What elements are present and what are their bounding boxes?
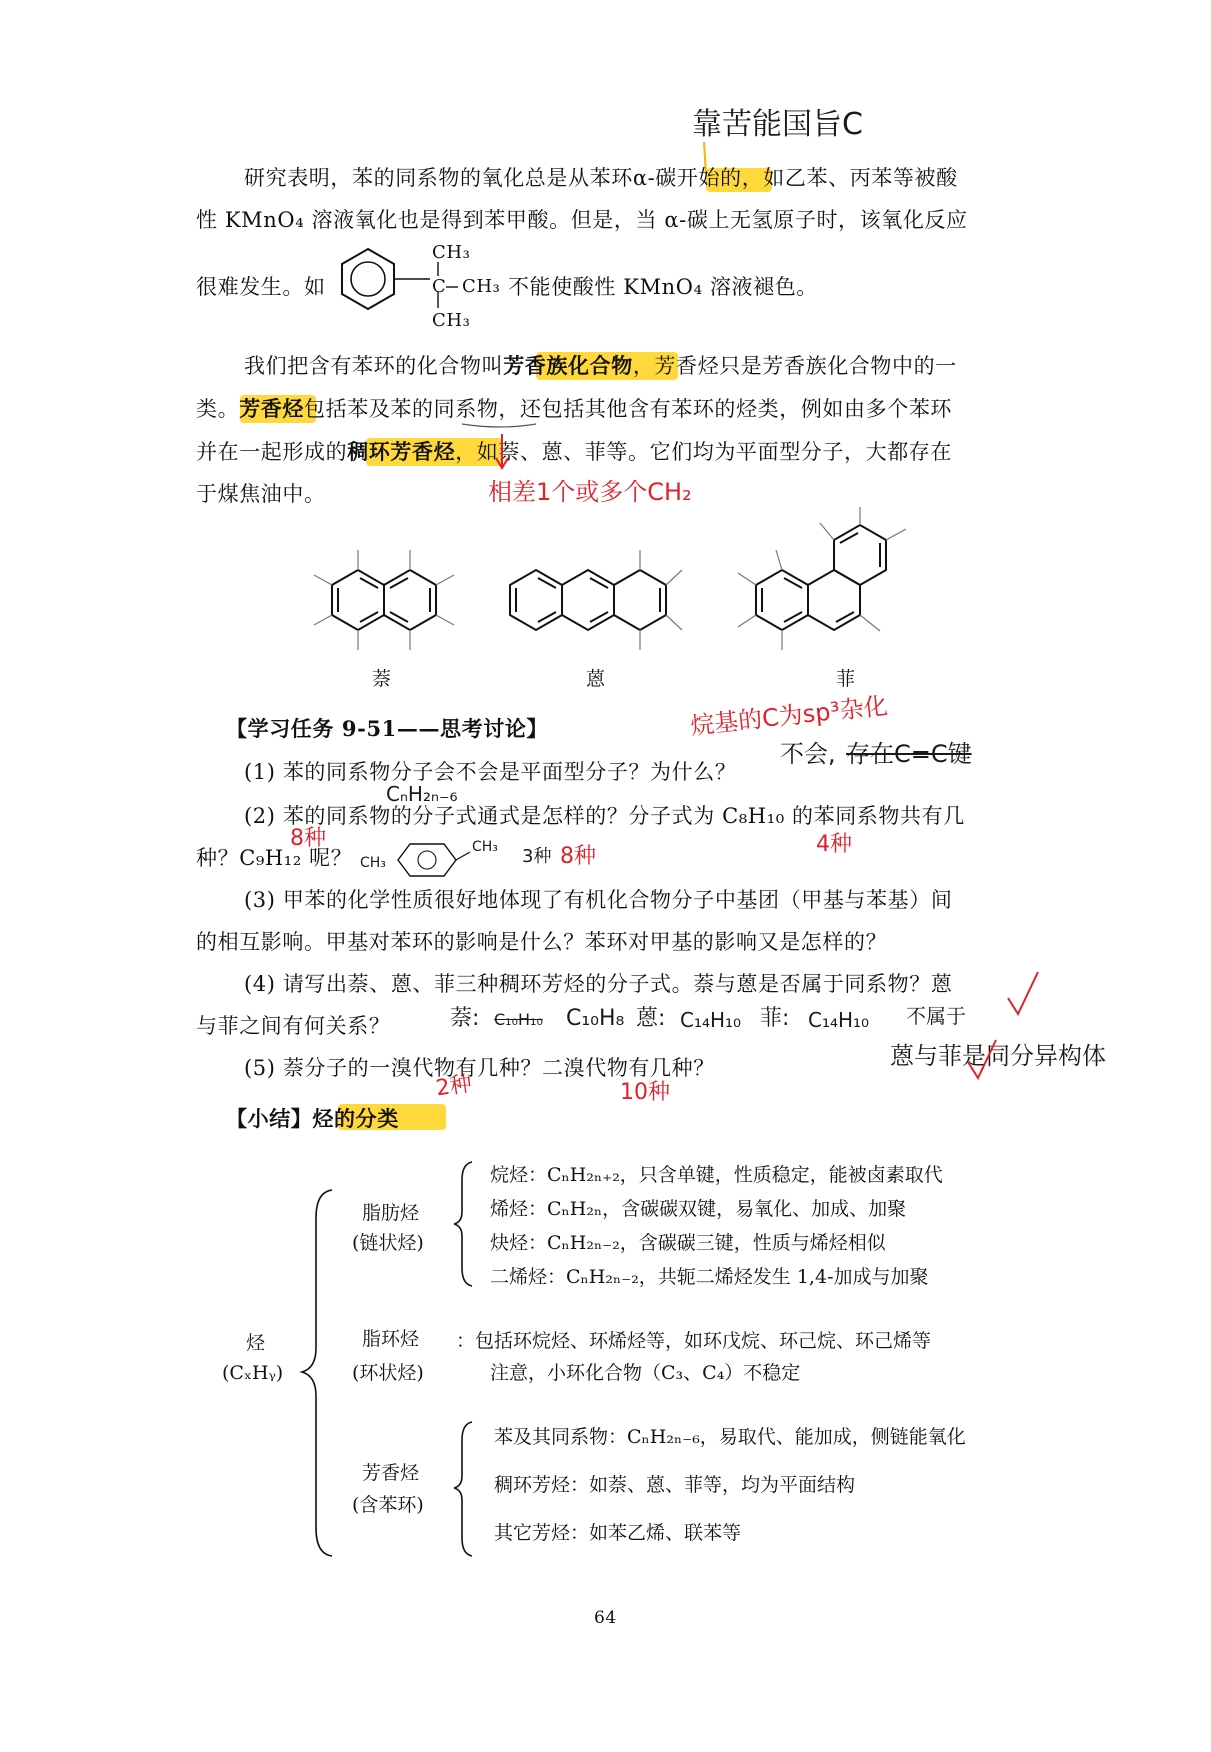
task-question-3a: (3) 甲苯的化学性质很好地体现了有机化合物分子中基团（甲基与苯基）间 — [244, 888, 953, 912]
handwritten-struck-note: 存在C=C键 — [846, 740, 972, 768]
handwritten-count-4: 4种 — [816, 832, 852, 857]
aliphatic-brace — [450, 1160, 480, 1290]
handwritten-naph-formula: C₁₀H₈ — [566, 1006, 625, 1031]
handwritten-phen-formula: C₁₄H₁₀ — [808, 1008, 870, 1032]
summary-heading: 【小结】烃的分类 — [226, 1106, 399, 1131]
handwritten-note-top: 靠苦能国旨C — [692, 107, 863, 142]
task-question-3b: 的相互影响。甲基对苯环的影响是什么？苯环对甲基的影响又是怎样的？ — [196, 930, 888, 954]
tree-root-formula: (CₓHᵧ) — [222, 1362, 284, 1384]
handwritten-mono-count: 2种 — [434, 1071, 474, 1102]
task-question-2b: 种？C₉H₁₂ 呢？ — [196, 846, 353, 870]
paragraph1-line3b: 不能使酸性 KMnO₄ 溶液褪色。 — [508, 275, 818, 299]
task-question-4a: (4) 请写出萘、蒽、菲三种稠环芳烃的分子式。萘与蒽是否属于同系物？蒽 — [244, 972, 953, 996]
molecule-bottom-ch3: CH₃ — [432, 310, 471, 331]
tree-alicyclic-desc2: 注意，小环化合物（C₃、C₄）不稳定 — [490, 1362, 801, 1384]
tree-root: 烃 — [246, 1332, 266, 1354]
handwritten-di-count: 10种 — [620, 1080, 670, 1105]
tree-alkene: 烯烃：CₙH₂ₙ，含碳碳双键，易氧化、加成、加聚 — [490, 1198, 907, 1220]
tree-alicyclic: 脂环烃 — [362, 1328, 420, 1350]
task-title: 【学习任务 9-51——思考讨论】 — [226, 716, 549, 741]
caption-phenanthrene: 菲 — [836, 668, 856, 690]
handwritten-phen-label: 菲: — [760, 1006, 790, 1031]
naphthalene-structure — [306, 540, 476, 665]
sketch-xylene-ring — [392, 840, 472, 880]
underline-homologs — [460, 420, 540, 432]
tree-fused: 稠环芳烃：如萘、蒽、菲等，均为平面结构 — [494, 1474, 856, 1496]
handwritten-no-note: 不会, — [780, 740, 836, 768]
aromatic-brace — [450, 1420, 480, 1560]
task-question-2a: (2) 苯的同系物的分子式通式是怎样的？分子式为 C₈H₁₀ 的苯同系物共有几 — [244, 804, 965, 828]
tree-aromatic: 芳香烃 — [362, 1462, 420, 1484]
page-number: 64 — [594, 1608, 617, 1628]
tree-alkyne: 炔烃：CₙH₂ₙ₋₂，含碳碳三键，性质与烯烃相似 — [490, 1232, 886, 1254]
term-aromatic-hydrocarbons: 芳香烃 — [239, 396, 305, 421]
handwritten-anth-formula: C₁₄H₁₀ — [680, 1008, 742, 1032]
tree-aliphatic: 脂肪烃 — [362, 1202, 420, 1224]
red-arrow-down — [494, 432, 514, 472]
handwritten-homolog-note: 相差1个或多个CH₂ — [488, 478, 692, 506]
summary-title: 烃的分类 — [312, 1106, 399, 1131]
term-fused-ring: 稠环芳香烃 — [347, 439, 456, 464]
handwritten-count-8b: 8种 — [560, 844, 596, 869]
molecule-right-ch3: CH₃ — [462, 276, 501, 297]
handwritten-count-3: 3种 — [522, 846, 552, 867]
red-check-mark-2 — [964, 1036, 1004, 1086]
caption-anthracene: 蒽 — [586, 668, 606, 690]
tree-aliphatic-sub: (链状烃) — [352, 1232, 424, 1254]
molecule-center-c: C — [432, 276, 447, 297]
paragraph1-line2: 性 KMnO₄ 溶液氧化也是得到苯甲酸。但是，当 α-碳上无氢原子时，该氧化反应 — [196, 208, 968, 232]
handwritten-naph-label: 萘: — [450, 1006, 480, 1031]
handwritten-naph-struck: C₁₀H₁₀ — [494, 1010, 543, 1029]
term-aromatic-compounds: 芳香族化合物 — [503, 353, 633, 378]
paragraph2-line2: 类。芳香烃包括苯及苯的同系物，还包括其他含有苯环的烃类，例如由多个苯环 — [196, 396, 953, 421]
paragraph2-line1: 我们把含有苯环的化合物叫芳香族化合物，芳香烃只是芳香族化合物中的一 — [244, 353, 957, 378]
tree-diene: 二烯烃：CₙH₂ₙ₋₂，共轭二烯烃发生 1,4-加成与加聚 — [490, 1266, 929, 1288]
sketch-ch3-right: CH₃ — [472, 839, 498, 855]
handwritten-formula-note: CₙH₂ₙ₋₆ — [386, 782, 458, 806]
handwritten-anth-label: 蒽: — [636, 1006, 666, 1031]
task-question-5: (5) 萘分子的一溴代物有几种？二溴代物有几种？ — [244, 1056, 715, 1080]
tree-other: 其它芳烃：如苯乙烯、联苯等 — [494, 1522, 742, 1544]
paragraph2-line4: 于煤焦油中。 — [196, 482, 326, 506]
term-alpha-carbon: α-碳 — [632, 166, 677, 190]
handwritten-count-8: 8种 — [290, 826, 326, 851]
phenanthrene-structure — [730, 505, 940, 665]
paragraph2-line3: 并在一起形成的稠环芳香烃，如萘、蒽、菲等。它们均为平面型分子，大都存在 — [196, 439, 953, 464]
handwritten-isomer-note: 蒽与菲是同分异构体 — [890, 1042, 1106, 1070]
caption-naphthalene: 萘 — [372, 668, 392, 690]
anthracene-structure — [496, 540, 716, 665]
tree-benzene: 苯及其同系物：CₙH₂ₙ₋₆，易取代、能加成，侧链能氧化 — [494, 1426, 966, 1448]
tree-alkane: 烷烃：CₙH₂ₙ₊₂，只含单键，性质稳定，能被卤素取代 — [490, 1164, 943, 1186]
task-question-4b: 与菲之间有何关系？ — [196, 1014, 391, 1038]
handwritten-not-homolog: 不属于 — [906, 1004, 966, 1028]
molecule-top-ch3: CH₃ — [432, 242, 471, 263]
tree-aromatic-sub: (含苯环) — [352, 1494, 424, 1516]
handwritten-alkyl-note: 烷基的C为sp³杂化 — [689, 691, 890, 741]
red-check-mark-1 — [1004, 968, 1044, 1028]
sketch-ch3-left: CH₃ — [360, 855, 386, 871]
main-brace — [296, 1188, 356, 1568]
paragraph1-line3a: 很难发生。如 — [196, 275, 326, 299]
task-question-1: (1) 苯的同系物分子会不会是平面型分子？为什么？ — [244, 760, 737, 784]
tree-alicyclic-sub: (环状烃) — [352, 1362, 424, 1384]
paragraph1-line1: 研究表明，苯的同系物的氧化总是从苯环α-碳开始的，如乙苯、丙苯等被酸 — [244, 166, 958, 190]
tree-alicyclic-desc1: ：包括环烷烃、环烯烃等，如环戊烷、环己烷、环己烯等 — [456, 1330, 932, 1352]
tree-brackets — [0, 0, 900, 400]
